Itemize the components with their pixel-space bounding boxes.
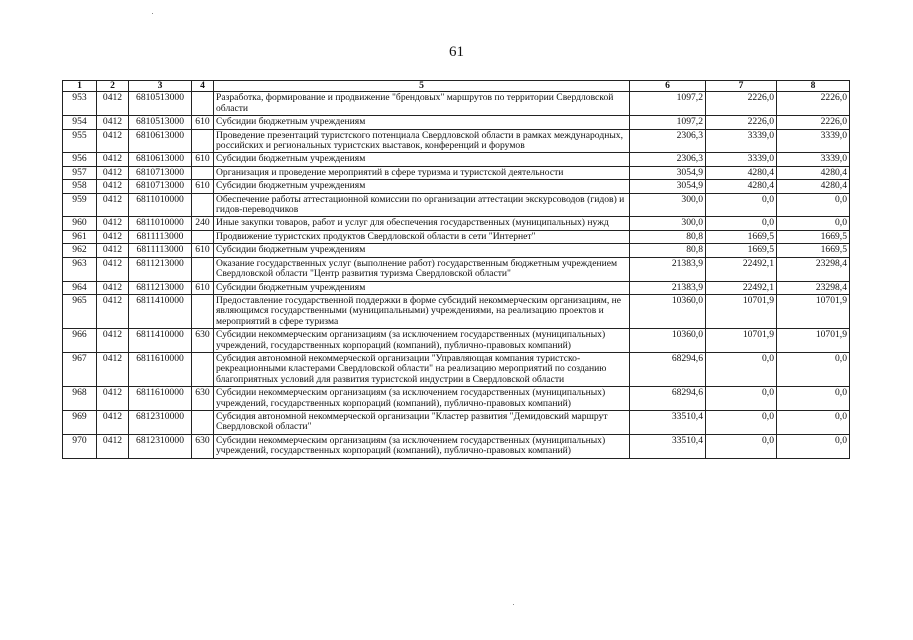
amount-col7-cell: 22492,1 — [706, 257, 777, 281]
item-name-cell: Субсидии бюджетным учреждениям — [214, 153, 630, 166]
column-header: 8 — [777, 81, 850, 92]
amount-col6-cell: 10360,0 — [630, 294, 706, 328]
page-number: 61 — [449, 44, 464, 60]
table-row — [63, 281, 850, 294]
target-item-code-cell: 6811213000 — [129, 281, 192, 294]
row-number-cell: 970 — [63, 434, 97, 458]
amount-col6-cell: 33510,4 — [630, 434, 706, 458]
amount-col7-cell: 0,0 — [706, 352, 777, 386]
expense-type-code-cell: 610 — [192, 153, 214, 166]
column-header: 4 — [192, 81, 214, 92]
row-number-cell: 959 — [63, 193, 97, 217]
section-code-cell: 0412 — [97, 166, 129, 179]
column-header: 2 — [97, 81, 129, 92]
amount-col7-cell: 3339,0 — [706, 129, 777, 153]
item-name-cell: Субсидии некоммерческим организациям (за исключением государственных (муниципальных) учреждений, государственных корпораций (компаний), публично-правовых компаний) — [214, 387, 630, 411]
amount-col6-cell: 21383,9 — [630, 257, 706, 281]
table-row — [63, 217, 850, 230]
table-row — [63, 352, 850, 386]
row-number-cell: 961 — [63, 230, 97, 243]
amount-col7-cell: 0,0 — [706, 193, 777, 217]
amount-col7-cell: 1669,5 — [706, 244, 777, 257]
row-number-cell: 962 — [63, 244, 97, 257]
item-name-cell: Субсидии бюджетным учреждениям — [214, 281, 630, 294]
section-code-cell: 0412 — [97, 230, 129, 243]
amount-col6-cell: 10360,0 — [630, 329, 706, 353]
section-code-cell: 0412 — [97, 244, 129, 257]
section-code-cell: 0412 — [97, 92, 129, 116]
expense-type-code-cell — [192, 230, 214, 243]
expense-type-code-cell: 610 — [192, 180, 214, 193]
row-number-cell: 965 — [63, 294, 97, 328]
budget-table — [62, 80, 850, 459]
expense-type-code-cell: 610 — [192, 281, 214, 294]
section-code-cell: 0412 — [97, 116, 129, 129]
expense-type-code-cell: 630 — [192, 387, 214, 411]
amount-col8-cell: 3339,0 — [777, 153, 850, 166]
amount-col8-cell: 1669,5 — [777, 230, 850, 243]
target-item-code-cell: 6811010000 — [129, 217, 192, 230]
expense-type-code-cell — [192, 294, 214, 328]
expense-type-code-cell — [192, 410, 214, 434]
amount-col7-cell: 1669,5 — [706, 230, 777, 243]
amount-col6-cell: 1097,2 — [630, 92, 706, 116]
column-header: 5 — [214, 81, 630, 92]
table-row — [63, 294, 850, 328]
amount-col6-cell: 80,8 — [630, 230, 706, 243]
header-row — [63, 81, 850, 92]
amount-col8-cell: 23298,4 — [777, 281, 850, 294]
amount-col6-cell: 300,0 — [630, 193, 706, 217]
row-number-cell: 967 — [63, 352, 97, 386]
amount-col7-cell: 0,0 — [706, 217, 777, 230]
amount-col7-cell: 0,0 — [706, 410, 777, 434]
target-item-code-cell: 6812310000 — [129, 434, 192, 458]
target-item-code-cell: 6810513000 — [129, 92, 192, 116]
expense-type-code-cell: 610 — [192, 116, 214, 129]
amount-col8-cell: 2226,0 — [777, 116, 850, 129]
target-item-code-cell: 6811610000 — [129, 387, 192, 411]
row-number-cell: 953 — [63, 92, 97, 116]
amount-col6-cell: 2306,3 — [630, 129, 706, 153]
target-item-code-cell: 6810613000 — [129, 153, 192, 166]
amount-col8-cell: 4280,4 — [777, 180, 850, 193]
expense-type-code-cell — [192, 166, 214, 179]
amount-col6-cell: 80,8 — [630, 244, 706, 257]
table-row — [63, 92, 850, 116]
amount-col6-cell: 68294,6 — [630, 387, 706, 411]
row-number-cell: 956 — [63, 153, 97, 166]
expense-type-code-cell — [192, 257, 214, 281]
target-item-code-cell: 6810713000 — [129, 166, 192, 179]
table-row — [63, 434, 850, 458]
amount-col8-cell: 1669,5 — [777, 244, 850, 257]
item-name-cell: Предоставление государственной поддержки в форме субсидий некоммерческим организациям, не являющимся государственными (муниципальными) учреждениями, на реализацию проектов и мероприятий в сфере туризма — [214, 294, 630, 328]
table-row — [63, 410, 850, 434]
amount-col8-cell: 0,0 — [777, 434, 850, 458]
amount-col8-cell: 10701,9 — [777, 329, 850, 353]
section-code-cell: 0412 — [97, 281, 129, 294]
table-row — [63, 153, 850, 166]
target-item-code-cell: 6810713000 — [129, 180, 192, 193]
item-name-cell: Разработка, формирование и продвижение "брендовых" маршрутов по территории Свердловской области — [214, 92, 630, 116]
table-row — [63, 129, 850, 153]
amount-col7-cell: 4280,4 — [706, 166, 777, 179]
item-name-cell: Субсидия автономной некоммерческой организации "Управляющая компания туристско-рекреационными кластерами Свердловской области" на реализацию мероприятий по созданию благоприятных условий для развития туристской индустрии в Свердловской области — [214, 352, 630, 386]
amount-col7-cell: 2226,0 — [706, 92, 777, 116]
amount-col8-cell: 0,0 — [777, 217, 850, 230]
section-code-cell: 0412 — [97, 153, 129, 166]
amount-col7-cell: 3339,0 — [706, 153, 777, 166]
row-number-cell: 958 — [63, 180, 97, 193]
amount-col8-cell: 23298,4 — [777, 257, 850, 281]
amount-col7-cell: 10701,9 — [706, 294, 777, 328]
row-number-cell: 954 — [63, 116, 97, 129]
amount-col6-cell: 3054,9 — [630, 180, 706, 193]
item-name-cell: Обеспечение работы аттестационной комиссии по организации аттестации экскурсоводов (гидов) и гидов-переводчиков — [214, 193, 630, 217]
column-header: 3 — [129, 81, 192, 92]
amount-col7-cell: 0,0 — [706, 434, 777, 458]
target-item-code-cell: 6810613000 — [129, 129, 192, 153]
section-code-cell: 0412 — [97, 257, 129, 281]
table-row — [63, 244, 850, 257]
amount-col8-cell: 0,0 — [777, 352, 850, 386]
amount-col8-cell: 10701,9 — [777, 294, 850, 328]
expense-type-code-cell: 630 — [192, 329, 214, 353]
expense-type-code-cell — [192, 92, 214, 116]
amount-col6-cell: 2306,3 — [630, 153, 706, 166]
amount-col7-cell: 0,0 — [706, 387, 777, 411]
amount-col8-cell: 0,0 — [777, 387, 850, 411]
amount-col8-cell: 0,0 — [777, 193, 850, 217]
section-code-cell: 0412 — [97, 410, 129, 434]
amount-col7-cell: 2226,0 — [706, 116, 777, 129]
table-row — [63, 116, 850, 129]
scan-speck — [513, 604, 514, 605]
item-name-cell: Субсидии бюджетным учреждениям — [214, 116, 630, 129]
item-name-cell: Субсидии бюджетным учреждениям — [214, 244, 630, 257]
target-item-code-cell: 6811610000 — [129, 352, 192, 386]
column-header: 6 — [630, 81, 706, 92]
amount-col8-cell: 4280,4 — [777, 166, 850, 179]
target-item-code-cell: 6811010000 — [129, 193, 192, 217]
target-item-code-cell: 6811213000 — [129, 257, 192, 281]
section-code-cell: 0412 — [97, 193, 129, 217]
expense-type-code-cell: 240 — [192, 217, 214, 230]
section-code-cell: 0412 — [97, 329, 129, 353]
target-item-code-cell: 6811113000 — [129, 244, 192, 257]
amount-col8-cell: 0,0 — [777, 410, 850, 434]
amount-col7-cell: 10701,9 — [706, 329, 777, 353]
target-item-code-cell: 6811113000 — [129, 230, 192, 243]
target-item-code-cell: 6812310000 — [129, 410, 192, 434]
item-name-cell: Оказание государственных услуг (выполнение работ) государственным бюджетным учреждением Свердловской области "Центр развития туризма Свердловской области" — [214, 257, 630, 281]
item-name-cell: Продвижение туристских продуктов Свердловской области в сети "Интернет" — [214, 230, 630, 243]
target-item-code-cell: 6811410000 — [129, 294, 192, 328]
amount-col7-cell: 4280,4 — [706, 180, 777, 193]
section-code-cell: 0412 — [97, 352, 129, 386]
row-number-cell: 957 — [63, 166, 97, 179]
table-row — [63, 193, 850, 217]
row-number-cell: 969 — [63, 410, 97, 434]
table-row — [63, 180, 850, 193]
item-name-cell: Субсидии бюджетным учреждениям — [214, 180, 630, 193]
expense-type-code-cell: 630 — [192, 434, 214, 458]
scan-speck — [152, 13, 153, 14]
amount-col6-cell: 300,0 — [630, 217, 706, 230]
expense-type-code-cell — [192, 129, 214, 153]
amount-col6-cell: 1097,2 — [630, 116, 706, 129]
item-name-cell: Субсидии некоммерческим организациям (за исключением государственных (муниципальных) учреждений, государственных корпораций (компаний), публично-правовых компаний) — [214, 329, 630, 353]
row-number-cell: 968 — [63, 387, 97, 411]
table-row — [63, 257, 850, 281]
section-code-cell: 0412 — [97, 434, 129, 458]
item-name-cell: Организация и проведение мероприятий в сфере туризма и туристской деятельности — [214, 166, 630, 179]
expense-type-code-cell — [192, 193, 214, 217]
item-name-cell: Субсидии некоммерческим организациям (за исключением государственных (муниципальных) учреждений, государственных корпораций (компаний), публично-правовых компаний) — [214, 434, 630, 458]
column-header: 7 — [706, 81, 777, 92]
item-name-cell: Проведение презентаций туристского потенциала Свердловской области в рамках международных, российских и региональных туристских выставок, конференций и форумов — [214, 129, 630, 153]
amount-col8-cell: 3339,0 — [777, 129, 850, 153]
section-code-cell: 0412 — [97, 180, 129, 193]
target-item-code-cell: 6811410000 — [129, 329, 192, 353]
column-header: 1 — [63, 81, 97, 92]
table-row — [63, 230, 850, 243]
item-name-cell: Субсидия автономной некоммерческой организации "Кластер развития "Демидовский маршрут Свердловской области" — [214, 410, 630, 434]
expense-type-code-cell: 610 — [192, 244, 214, 257]
amount-col6-cell: 33510,4 — [630, 410, 706, 434]
table-row — [63, 329, 850, 353]
row-number-cell: 964 — [63, 281, 97, 294]
amount-col8-cell: 2226,0 — [777, 92, 850, 116]
section-code-cell: 0412 — [97, 294, 129, 328]
amount-col6-cell: 3054,9 — [630, 166, 706, 179]
table-body — [63, 92, 850, 458]
amount-col7-cell: 22492,1 — [706, 281, 777, 294]
target-item-code-cell: 6810513000 — [129, 116, 192, 129]
table-row — [63, 166, 850, 179]
expense-type-code-cell — [192, 352, 214, 386]
row-number-cell: 955 — [63, 129, 97, 153]
item-name-cell: Иные закупки товаров, работ и услуг для обеспечения государственных (муниципальных) нужд — [214, 217, 630, 230]
row-number-cell: 966 — [63, 329, 97, 353]
section-code-cell: 0412 — [97, 387, 129, 411]
amount-col6-cell: 21383,9 — [630, 281, 706, 294]
section-code-cell: 0412 — [97, 217, 129, 230]
row-number-cell: 960 — [63, 217, 97, 230]
row-number-cell: 963 — [63, 257, 97, 281]
table-row — [63, 387, 850, 411]
section-code-cell: 0412 — [97, 129, 129, 153]
amount-col6-cell: 68294,6 — [630, 352, 706, 386]
